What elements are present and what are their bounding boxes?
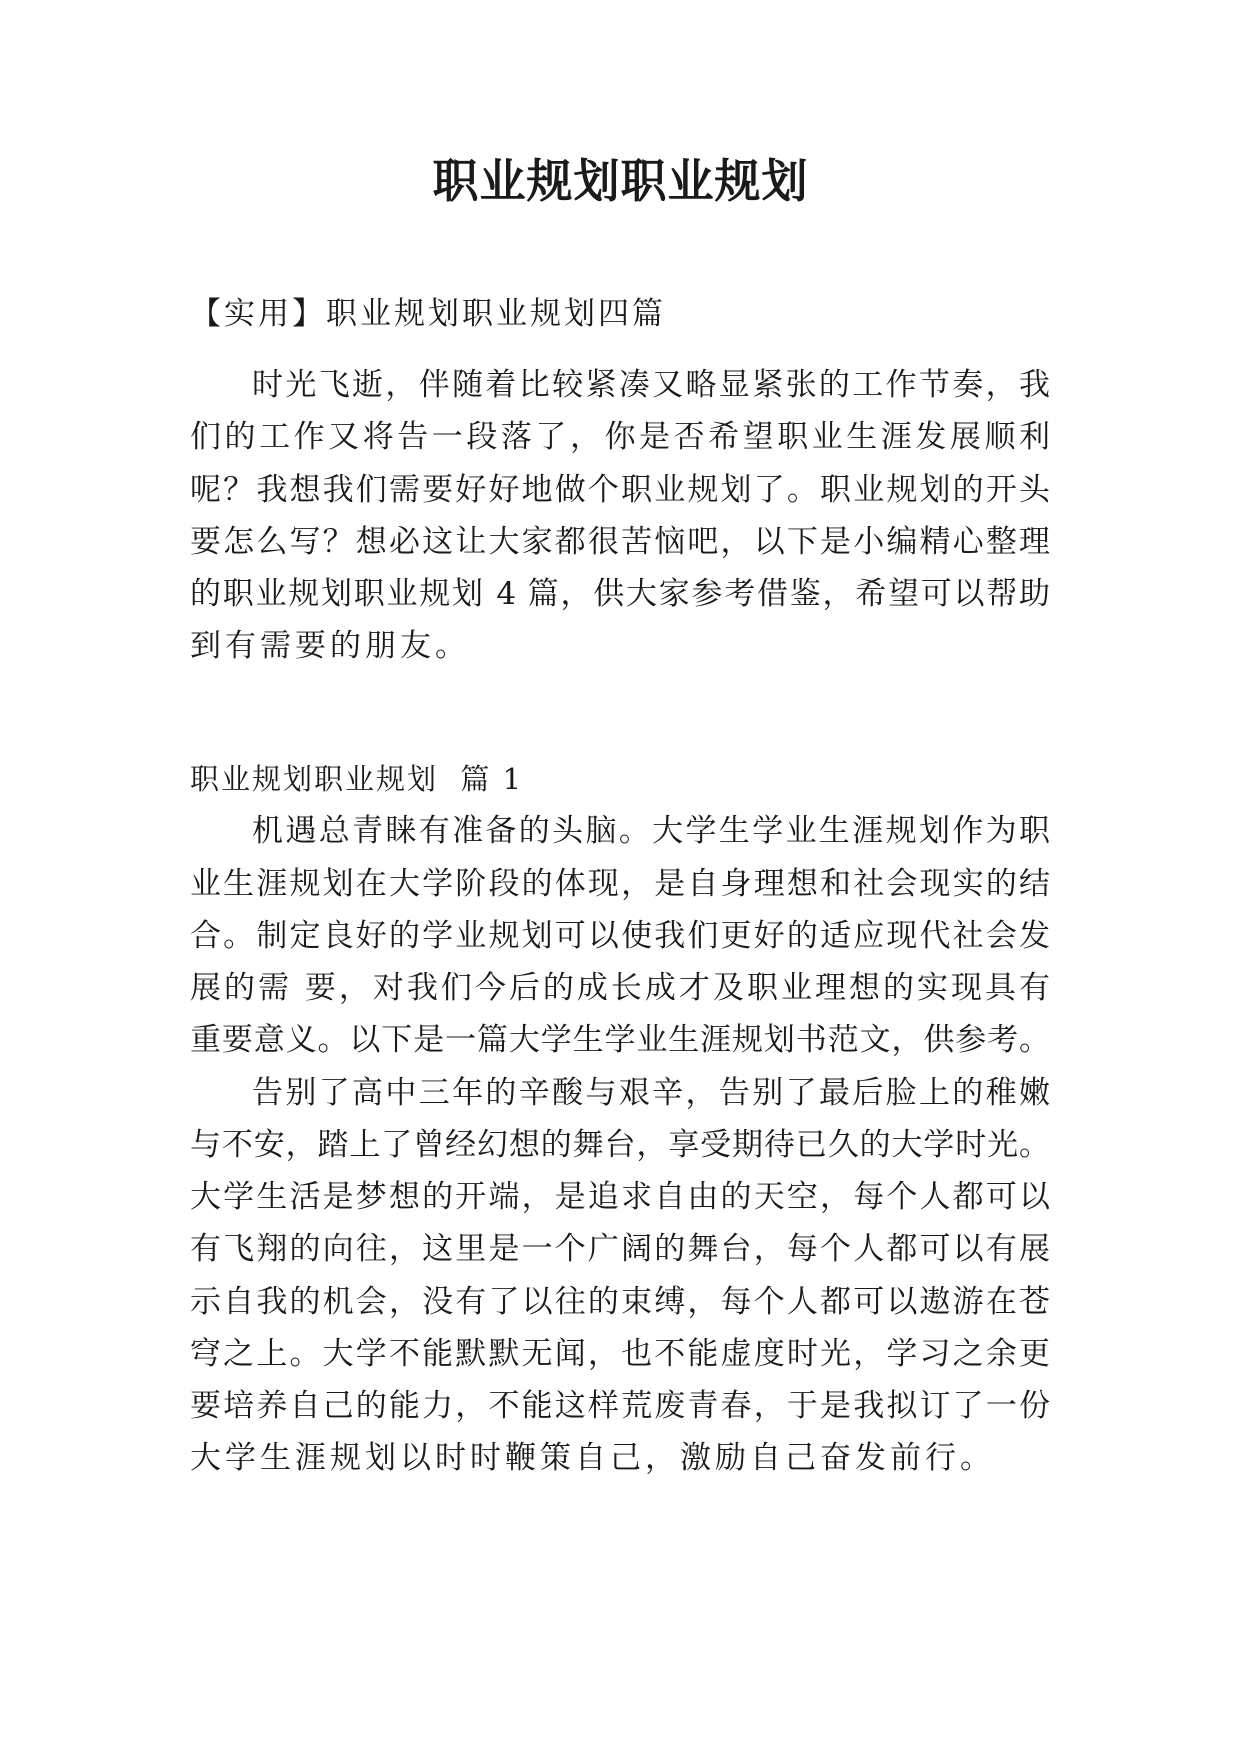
intro-line: 们的工作又将告一段落了，你是否希望职业生涯发展顺利	[190, 419, 1050, 455]
para1-line: 机遇总青睐有准备的头脑。大学生学业生涯规划作为职	[252, 813, 1050, 849]
para2-line: 示自我的机会，没有了以往的束缚，每个人都可以遨游在苍	[190, 1284, 1050, 1320]
intro-line: 的职业规划职业规划 4 篇，供大家参考借鉴，希望可以帮助	[190, 576, 1050, 612]
para2-line: 告别了高中三年的辛酸与艰辛，告别了最后脸上的稚嫩	[252, 1075, 1050, 1111]
para2-line: 与不安，踏上了曾经幻想的舞台，享受期待已久的大学时光。	[190, 1127, 1050, 1163]
para1-line: 重要意义。以下是一篇大学生学业生涯规划书范文，供参考。	[190, 1022, 1050, 1058]
intro-line: 时光飞逝，伴随着比较紧凑又略显紧张的工作节奏，我	[252, 367, 1050, 403]
intro-line: 到有需要的朋友。	[190, 628, 470, 664]
para1-line: 展的需 要，对我们今后的成长成才及职业理想的实现具有	[190, 970, 1050, 1006]
para2-line: 有飞翔的向往，这里是一个广阔的舞台，每个人都可以有展	[190, 1231, 1050, 1267]
document-subtitle: 【实用】职业规划职业规划四篇	[190, 296, 666, 332]
para2-line: 大学生活是梦想的开端，是追求自由的天空，每个人都可以	[190, 1179, 1050, 1215]
document-title: 职业规划职业规划	[432, 154, 809, 208]
para1-line: 合。制定良好的学业规划可以使我们更好的适应现代社会发	[190, 918, 1050, 954]
para2-line: 要培养自己的能力，不能这样荒废青春，于是我拟订了一份	[190, 1388, 1050, 1424]
para1-line: 业生涯规划在大学阶段的体现，是自身理想和社会现实的结	[190, 866, 1050, 902]
intro-line: 要怎么写？想必这让大家都很苦恼吧，以下是小编精心整理	[190, 524, 1050, 560]
para2-line: 大学生涯规划以时时鞭策自己，激励自己奋发前行。	[190, 1440, 995, 1476]
section-heading: 职业规划职业规划 篇 1	[190, 762, 524, 796]
intro-line: 呢？我想我们需要好好地做个职业规划了。职业规划的开头	[190, 472, 1050, 508]
para2-line: 穹之上。大学不能默默无闻，也不能虚度时光，学习之余更	[190, 1336, 1050, 1372]
